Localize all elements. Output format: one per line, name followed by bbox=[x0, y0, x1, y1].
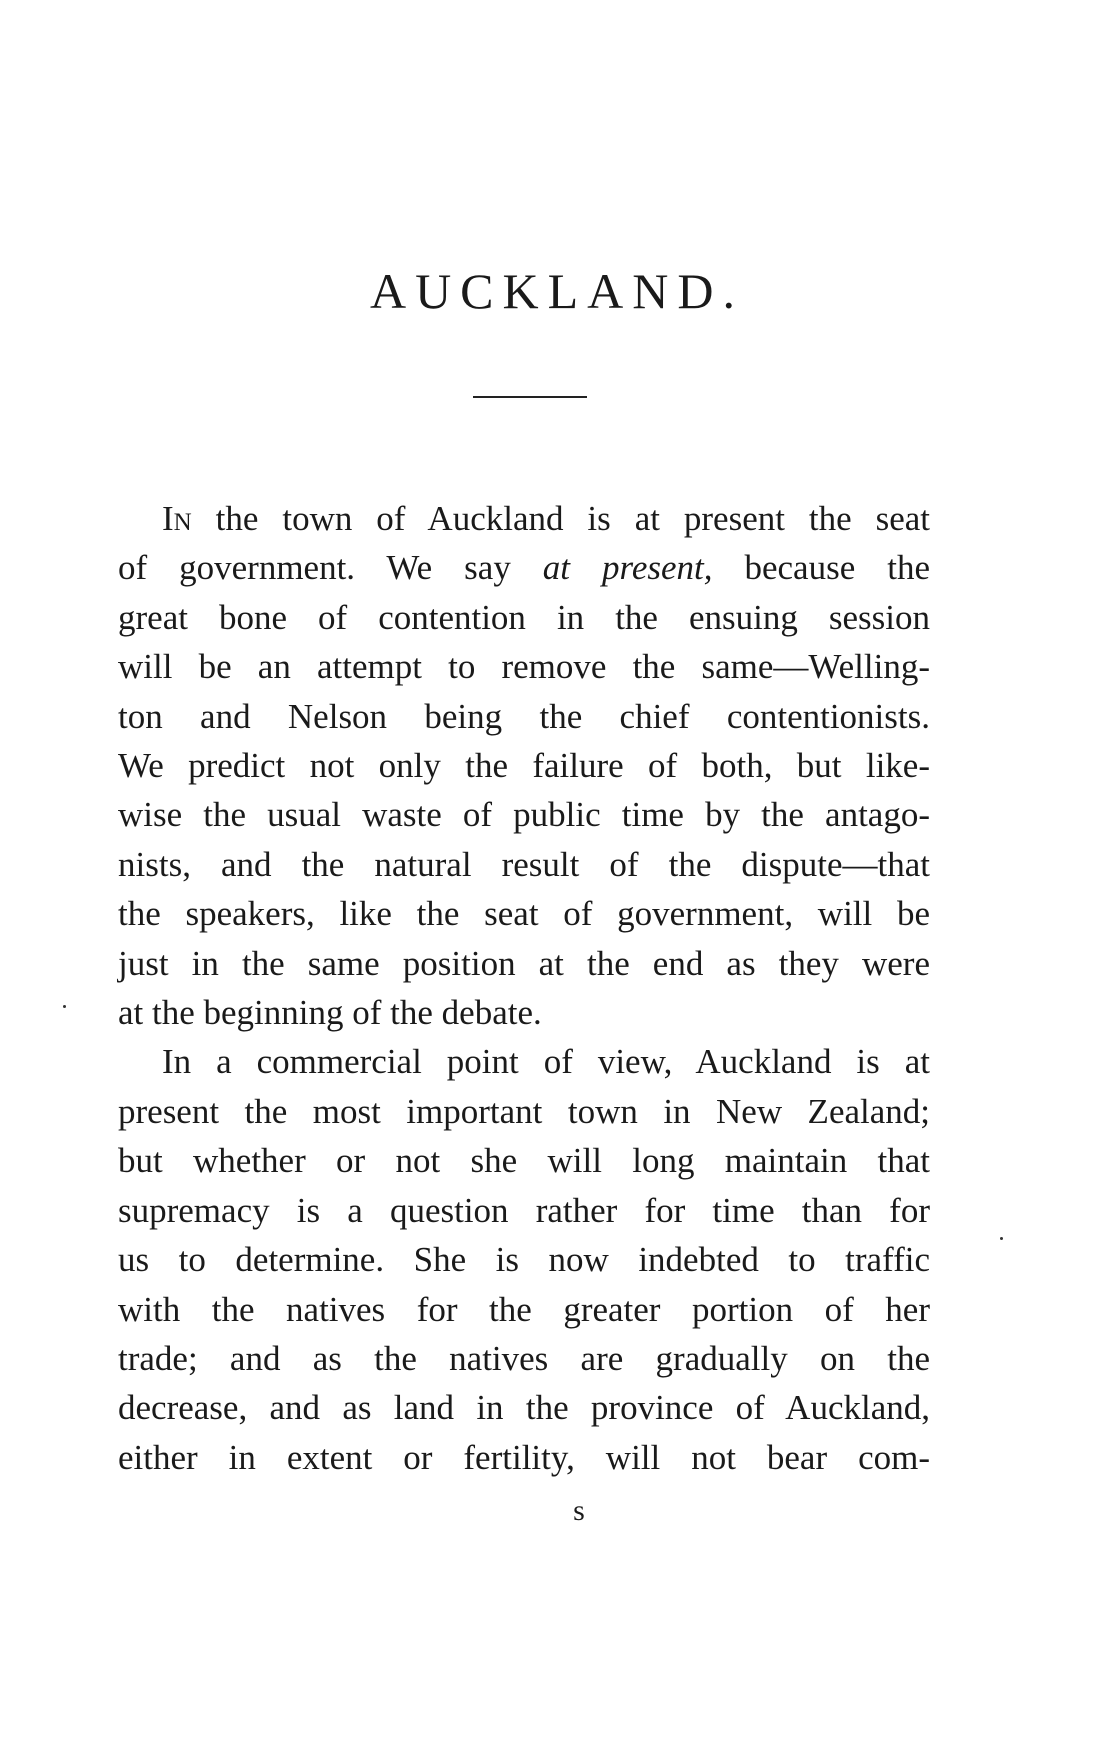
text-line: ton and Nelson being the chief contentionists. bbox=[118, 696, 930, 736]
text-line: of government. We say at present, because the bbox=[118, 548, 930, 588]
text-line: us to determine. She is now indebted to traffic bbox=[118, 1240, 930, 1280]
text-line: wise the usual waste of public time by the antago- bbox=[118, 795, 930, 835]
text-line: present the most important town in New Zealand; bbox=[118, 1091, 930, 1131]
signature-mark: s bbox=[573, 1494, 585, 1527]
text-line: either in extent or fertility, will not bear com- bbox=[118, 1437, 930, 1477]
text-line: nists, and the natural result of the dispute—that bbox=[118, 844, 930, 884]
text-line: decrease, and as land in the province of Auckland, bbox=[118, 1388, 930, 1428]
title-rule bbox=[473, 396, 587, 398]
body-text bbox=[118, 494, 930, 1482]
italic-emphasis: at present, bbox=[542, 548, 713, 588]
text-line: We predict not only the failure of both, but like- bbox=[118, 746, 930, 786]
text-line: great bone of contention in the ensuing session bbox=[118, 597, 930, 637]
text-line: In a commercial point of view, Auckland is at bbox=[162, 1042, 930, 1082]
drop-initial: In bbox=[162, 499, 192, 538]
text-line: the speakers, like the seat of government, will be bbox=[118, 894, 930, 934]
text-line: supremacy is a question rather for time than for bbox=[118, 1190, 930, 1230]
margin-speck bbox=[63, 1005, 66, 1008]
margin-speck bbox=[1000, 1237, 1003, 1240]
text-line: but whether or not she will long maintain that bbox=[118, 1141, 930, 1181]
chapter-title: AUCKLAND. bbox=[369, 263, 745, 319]
text-line: at the beginning of the debate. bbox=[118, 993, 542, 1033]
text-line: In the town of Auckland is at present the seat bbox=[162, 499, 930, 538]
text-line: will be an attempt to remove the same—Welling- bbox=[118, 647, 930, 687]
text-line: with the natives for the greater portion of her bbox=[118, 1289, 930, 1329]
text-line: trade; and as the natives are gradually on the bbox=[118, 1338, 930, 1378]
text-line: just in the same position at the end as they were bbox=[118, 943, 930, 983]
